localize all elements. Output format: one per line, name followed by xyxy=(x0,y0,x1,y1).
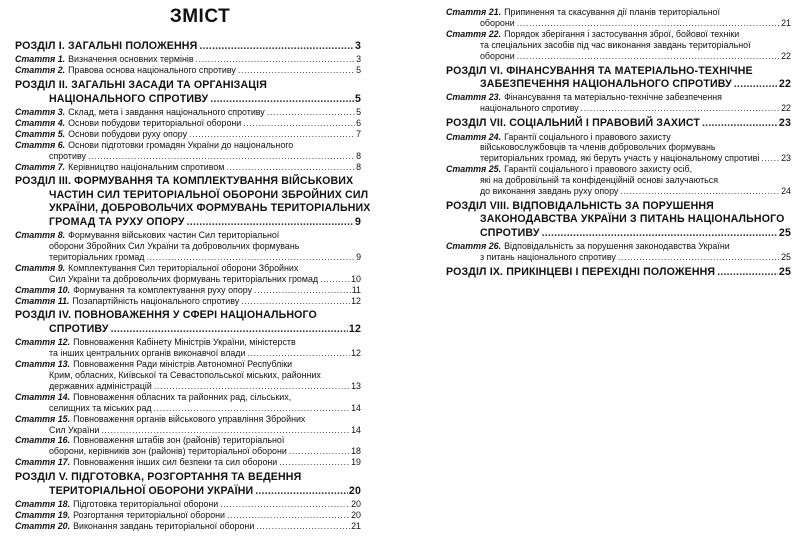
entry-title-text: оборони, керівників зон (районів) територіальної оборони xyxy=(49,446,287,457)
entry-title-text: Гарантії соціального і правового захисту осіб, xyxy=(504,164,693,175)
toc-entry-line xyxy=(446,78,791,91)
toc-entry-line xyxy=(446,40,791,51)
entry-title-text: СПРОТИВУ xyxy=(49,322,109,335)
entry-title-text: Позапартійність національного спротиву xyxy=(72,295,240,306)
article-label: Стаття 5. xyxy=(15,128,66,139)
article-label: Стаття 23. xyxy=(446,92,502,103)
page-number: 22 xyxy=(781,50,791,61)
article-label: Стаття 1. xyxy=(15,54,66,65)
toc-article-entry[interactable] xyxy=(15,65,361,76)
toc-article-entry[interactable] xyxy=(446,164,791,197)
toc-entry-line xyxy=(15,499,361,510)
entry-title-text: ЗАКОНОДАВСТВА УКРАЇНИ З ПИТАНЬ НАЦІОНАЛЬНОГО xyxy=(480,213,785,226)
toc-article-entry[interactable] xyxy=(15,54,361,65)
page-number: 25 xyxy=(778,226,791,239)
article-label: Стаття 11. xyxy=(15,295,70,306)
article-label: Стаття 22. xyxy=(446,28,502,39)
toc-section-entry[interactable] xyxy=(446,117,791,130)
entry-title-text: Виконання завдань територіальної оборони xyxy=(73,520,255,531)
toc-section-entry[interactable] xyxy=(15,40,361,53)
toc-entry-line xyxy=(15,285,361,296)
toc-entry-line xyxy=(15,252,361,263)
page-number: 5 xyxy=(354,92,361,105)
toc-entry-line xyxy=(15,296,361,307)
article-label: Стаття 3. xyxy=(15,107,66,118)
dot-leader xyxy=(247,348,350,359)
page-number: 12 xyxy=(351,348,361,359)
dot-leader xyxy=(761,153,780,164)
dot-leader xyxy=(154,403,351,414)
entry-title-text: оборони xyxy=(480,17,515,28)
entry-title-text: Основи побудови руху опору xyxy=(68,128,188,139)
entry-title-text: Основи побудови територіальної оборони xyxy=(68,117,242,128)
toc-entry-line xyxy=(446,65,791,78)
entry-title-text: Розгортання територіальної оборони xyxy=(73,509,225,520)
entry-title-text: територіальних громад, які беруть участь у національному спротиві xyxy=(480,153,760,164)
toc-entry-line xyxy=(15,471,361,484)
page-number: 3 xyxy=(354,40,361,52)
article-label: Стаття 20. xyxy=(15,520,71,531)
page-number: 20 xyxy=(348,484,361,497)
entry-title-text: Порядок зберігання і застосування зброї, бойової техніки xyxy=(504,28,740,39)
article-label: Стаття 12. xyxy=(15,337,71,348)
article-label: Стаття 24. xyxy=(446,131,502,142)
page-number: 12 xyxy=(348,322,361,335)
dot-leader xyxy=(111,323,348,336)
article-label: Стаття 16. xyxy=(15,435,71,446)
page-number: 6 xyxy=(356,117,361,128)
entry-title-text: Сил України xyxy=(49,424,100,435)
entry-title-text: Фінансування та матеріально-технічне забезпечення xyxy=(504,92,722,103)
entry-title-text: ТЕРИТОРІАЛЬНОЇ ОБОРОНИ УКРАЇНИ xyxy=(49,484,254,497)
toc-entry-line xyxy=(15,446,361,457)
toc-entry-line xyxy=(446,227,791,240)
page-number: 23 xyxy=(778,117,791,130)
article-label: Стаття 10. xyxy=(15,284,71,295)
entry-title-text: РОЗДІЛ IV. ПОВНОВАЖЕННЯ У СФЕРІ НАЦІОНАЛЬНОГО xyxy=(15,309,317,322)
toc-entry-line xyxy=(15,241,361,252)
toc-entry-line xyxy=(446,51,791,62)
toc-entry-line xyxy=(15,162,361,173)
article-label: Стаття 6. xyxy=(15,139,66,150)
toc-article-entry[interactable] xyxy=(15,435,361,457)
entry-title-text: РОЗДІЛ VI. ФІНАНСУВАННЯ ТА МАТЕРІАЛЬНО-ТЕХНІЧНЕ xyxy=(446,64,753,77)
toc-entry-line xyxy=(446,117,791,130)
entry-title-text: РОЗДІЛ ІІ. ЗАГАЛЬНІ ЗАСАДИ ТА ОРГАНІЗАЦІЯ xyxy=(15,79,268,92)
toc-entry-line xyxy=(15,79,361,92)
dot-leader xyxy=(542,227,778,240)
entry-title-text: Керівництво національним спротивом xyxy=(68,161,225,172)
toc-article-entry[interactable] xyxy=(15,457,361,468)
dot-leader xyxy=(255,485,348,498)
page-number: 9 xyxy=(354,215,361,228)
entry-title-text: національного спротиву xyxy=(480,103,579,114)
toc-entry-line xyxy=(15,323,361,336)
toc-article-entry[interactable] xyxy=(15,129,361,140)
toc-entry-line xyxy=(15,521,361,532)
dot-leader xyxy=(256,521,350,532)
toc-entry-line xyxy=(15,359,361,370)
entry-title-text: Комплектування Сил територіальної оборони Збройних xyxy=(68,262,299,273)
page-number: 7 xyxy=(356,128,361,139)
entry-title-text: ЗАБЕЗПЕЧЕННЯ НАЦІОНАЛЬНОГО СПРОТИВУ xyxy=(480,77,732,90)
dot-leader xyxy=(320,274,350,285)
dot-leader xyxy=(254,285,351,296)
entry-title-text: Крим, обласних, Київської та Севастопольської міських, районних xyxy=(49,369,321,380)
toc-entry-line xyxy=(446,29,791,40)
toc-article-entry[interactable] xyxy=(446,132,791,165)
dot-leader xyxy=(618,252,780,263)
dot-leader xyxy=(279,457,350,468)
toc-entry-line xyxy=(15,175,361,188)
toc-entry-line xyxy=(15,140,361,151)
toc-entry-line xyxy=(15,274,361,285)
toc-entry-line xyxy=(15,230,361,241)
article-label: Стаття 15. xyxy=(15,413,71,424)
article-label: Стаття 9. xyxy=(15,262,66,273)
toc-section-entry[interactable] xyxy=(15,175,371,229)
toc-article-entry[interactable] xyxy=(15,392,361,414)
toc-entry-line xyxy=(15,40,361,53)
entry-title-text: Визначення основних термінів xyxy=(68,54,194,65)
toc-section-entry[interactable] xyxy=(446,200,791,240)
entry-title-text: військовослужбовців та членів добровольчих формувань xyxy=(480,142,716,153)
entry-title-text: спротиву xyxy=(49,150,86,161)
toc-entry-line xyxy=(15,65,361,76)
entry-title-text: Повноваження органів військового управління Збройних xyxy=(73,413,306,424)
entry-title-text: РОЗДІЛ IX. ПРИКІНЦЕВІ І ПЕРЕХІДНІ ПОЛОЖЕННЯ xyxy=(446,266,716,279)
article-label: Стаття 19. xyxy=(15,509,71,520)
entry-title-text: Сил України та добровольчих формувань територіальних громад xyxy=(49,273,319,284)
entry-title-text: Склад, мета і завдання національного спротиву xyxy=(68,107,265,118)
page-number: 23 xyxy=(781,153,791,164)
entry-title-text: СПРОТИВУ xyxy=(480,226,540,239)
toc-entry-line xyxy=(15,381,361,392)
page-title: ЗМІСТ xyxy=(169,6,231,27)
entry-title-text: оборони xyxy=(480,50,515,61)
toc-entry-line xyxy=(15,348,361,359)
toc-article-entry[interactable] xyxy=(15,337,361,359)
page-number: 5 xyxy=(356,107,361,118)
toc-entry-line xyxy=(15,457,361,468)
entry-title-text: РОЗДІЛ V. ПІДГОТОВКА, РОЗГОРТАННЯ ТА ВЕДЕННЯ xyxy=(15,471,302,484)
toc-article-entry[interactable] xyxy=(446,92,791,114)
article-label: Стаття 26. xyxy=(446,241,502,252)
toc-entry-line xyxy=(15,510,361,521)
toc-article-entry[interactable] xyxy=(15,118,361,129)
page-number: 14 xyxy=(351,424,361,435)
toc-article-entry[interactable] xyxy=(15,499,361,510)
dot-leader xyxy=(702,117,778,130)
dot-leader xyxy=(187,216,354,229)
entry-title-text: та спеціальних засобів під час виконання завдань територіальної xyxy=(480,39,751,50)
toc-entry-line xyxy=(15,216,361,229)
dot-leader xyxy=(226,162,355,173)
dot-leader xyxy=(199,40,354,53)
page-number: 20 xyxy=(351,498,361,509)
entry-title-text: Припинення та скасування дії планів територіальної xyxy=(504,7,721,17)
page-number: 11 xyxy=(351,284,361,295)
entry-title-text: Підготовка територіальної оборони xyxy=(73,498,219,509)
entry-title-text: які на добровільній та конфіденційній основі залучаються xyxy=(480,175,719,186)
toc-article-entry[interactable] xyxy=(446,241,791,263)
toc-entry-line xyxy=(446,213,791,226)
toc-entry-line xyxy=(446,164,791,175)
toc-article-entry[interactable] xyxy=(446,29,791,62)
page-number: 8 xyxy=(356,161,361,172)
entry-title-text: Правова основа національного спротиву xyxy=(68,65,236,76)
dot-leader xyxy=(717,266,778,279)
toc-article-entry[interactable] xyxy=(15,521,361,532)
page-number: 8 xyxy=(356,150,361,161)
dot-leader xyxy=(734,78,778,91)
toc-entry-line xyxy=(446,266,791,279)
page-number: 9 xyxy=(356,251,361,262)
entry-title-text: Гарантії соціального і правового захисту xyxy=(504,131,671,142)
article-label: Стаття 4. xyxy=(15,117,66,128)
entry-title-text: Основи підготовки громадян України до національного xyxy=(68,139,294,150)
dot-leader xyxy=(146,252,355,263)
page-number: 20 xyxy=(351,509,361,520)
toc-entry-line xyxy=(446,132,791,143)
dot-leader xyxy=(620,186,780,197)
toc-entry-line xyxy=(446,18,791,29)
dot-leader xyxy=(88,151,355,162)
dot-leader xyxy=(154,381,350,392)
toc-entry-line xyxy=(15,202,371,215)
dot-leader xyxy=(289,446,350,457)
toc-article-entry[interactable] xyxy=(15,510,361,521)
toc-entry-line xyxy=(15,414,361,425)
toc-section-entry[interactable] xyxy=(15,471,361,498)
entry-title-text: УКРАЇНИ, ДОБРОВОЛЬЧИХ ФОРМУВАНЬ ТЕРИТОРІАЛЬНИХ xyxy=(49,202,371,215)
entry-title-text: селищних та міських рад xyxy=(49,402,152,413)
toc-entry-line xyxy=(446,186,791,197)
dot-leader xyxy=(210,93,354,106)
toc-article-entry[interactable] xyxy=(15,263,361,285)
toc-entry-line xyxy=(446,103,791,114)
toc-entry-line xyxy=(15,188,369,202)
dot-leader xyxy=(517,51,780,62)
article-label: Стаття 2. xyxy=(15,65,66,76)
toc-article-entry[interactable] xyxy=(15,285,361,296)
toc-entry-line xyxy=(15,403,361,414)
toc-entry-line xyxy=(446,241,791,252)
entry-title-text: оборони Збройних Сил України та добровольчих формувань xyxy=(49,241,300,251)
toc-article-entry[interactable] xyxy=(15,140,361,162)
entry-title-text: Повноваження Кабінету Міністрів України, міністерств xyxy=(73,337,296,348)
toc-article-entry[interactable] xyxy=(15,107,361,118)
toc-entry-line xyxy=(15,337,361,348)
page-number: 22 xyxy=(778,77,791,90)
toc-entry-line xyxy=(15,151,361,162)
toc-entry-line xyxy=(15,107,361,118)
toc-entry-line xyxy=(15,370,361,381)
toc-section-entry[interactable] xyxy=(446,266,791,279)
entry-title-text: Формування військових частин Сил територіальної xyxy=(68,230,280,241)
entry-title-text: ЧАСТИН СИЛ ТЕРИТОРІАЛЬНОЇ ОБОРОНИ ЗБРОЙНИХ СИЛ xyxy=(49,188,369,201)
entry-title-text: Повноваження Ради міністрів Автономної Республіки xyxy=(73,359,293,370)
article-label: Стаття 13. xyxy=(15,359,71,370)
toc-entry-line xyxy=(446,7,791,18)
entry-title-text: Повноваження штабів зон (районів) територіальної xyxy=(73,435,285,446)
toc-entry-line xyxy=(446,175,791,186)
article-label: Стаття 25. xyxy=(446,164,502,175)
entry-title-text: до виконання завдань руху опору xyxy=(480,186,619,197)
dot-leader xyxy=(196,54,356,65)
toc-entry-line xyxy=(15,129,361,140)
page-number: 25 xyxy=(781,252,791,263)
entry-title-text: та інших центральних органів виконавчої влади xyxy=(49,348,246,359)
toc-entry-line xyxy=(15,485,361,498)
toc-section-entry[interactable] xyxy=(15,309,361,336)
article-label: Стаття 17. xyxy=(15,457,71,468)
article-label: Стаття 7. xyxy=(15,161,66,172)
page-number: 21 xyxy=(351,520,361,531)
entry-title-text: Повноваження обласних та районних рад, сільських, xyxy=(73,391,292,402)
dot-leader xyxy=(517,18,780,29)
page-number: 12 xyxy=(351,295,361,306)
entry-title-text: РОЗДІЛ І. ЗАГАЛЬНІ ПОЛОЖЕННЯ xyxy=(15,40,198,52)
entry-title-text: державних адміністрацій xyxy=(49,380,152,391)
entry-title-text: ГРОМАД ТА РУХУ ОПОРУ xyxy=(49,215,185,228)
entry-title-text: РОЗДІЛ ІІІ. ФОРМУВАННЯ ТА КОМПЛЕКТУВАННЯ ВІЙСЬКОВИХ xyxy=(15,175,354,188)
article-label: Стаття 8. xyxy=(15,230,66,241)
toc-entry-line xyxy=(446,142,791,153)
toc-left-column xyxy=(15,37,371,532)
toc-article-entry[interactable] xyxy=(446,7,791,29)
page-number: 22 xyxy=(781,103,791,114)
dot-leader xyxy=(241,296,350,307)
toc-article-entry[interactable] xyxy=(15,162,361,173)
entry-title-text: НАЦІОНАЛЬНОГО СПРОТИВУ xyxy=(49,92,209,105)
toc-entry-line xyxy=(15,93,361,106)
toc-entry-line xyxy=(15,309,361,322)
toc-section-entry[interactable] xyxy=(446,65,791,92)
dot-leader xyxy=(581,103,780,114)
dot-leader xyxy=(227,510,350,521)
article-label: Стаття 18. xyxy=(15,498,71,509)
page-number: 18 xyxy=(351,446,361,457)
dot-leader xyxy=(267,107,355,118)
dot-leader xyxy=(220,499,350,510)
toc-article-entry[interactable] xyxy=(15,414,361,436)
toc-right-column xyxy=(446,7,791,280)
entry-title-text: РОЗДІЛ VIII. ВІДПОВІДАЛЬНІСТЬ ЗА ПОРУШЕННЯ xyxy=(446,200,714,212)
toc-entry-line xyxy=(446,252,791,263)
toc-entry-line xyxy=(15,118,361,129)
toc-article-entry[interactable] xyxy=(15,359,361,392)
dot-leader xyxy=(189,129,355,140)
page-number: 5 xyxy=(356,65,361,76)
page-number: 21 xyxy=(781,17,791,28)
toc-article-entry[interactable] xyxy=(15,296,361,307)
toc-entry-line xyxy=(15,425,361,436)
page-number: 13 xyxy=(351,380,361,391)
entry-title-text: Формування та комплектування руху опору xyxy=(73,284,253,295)
dot-leader xyxy=(101,425,350,436)
entry-title-text: Повноваження інших сил безпеки та сил оборони xyxy=(73,457,278,468)
toc-entry-line xyxy=(446,153,791,164)
entry-title-text: з питань національного спротиву xyxy=(480,252,616,263)
entry-title-text: Відповідальність за порушення законодавства України xyxy=(504,241,730,252)
toc-entry-line xyxy=(446,92,791,103)
toc-article-entry[interactable] xyxy=(15,230,361,263)
page-number: 25 xyxy=(778,266,791,279)
toc-entry-line xyxy=(446,200,791,213)
entry-title-text: РОЗДІЛ VII. СОЦІАЛЬНИЙ І ПРАВОВИЙ ЗАХИСТ xyxy=(446,117,701,130)
toc-entry-line xyxy=(15,392,361,403)
dot-leader xyxy=(243,118,355,129)
page-number: 24 xyxy=(781,186,791,197)
article-label: Стаття 14. xyxy=(15,391,71,402)
page-number: 19 xyxy=(351,457,361,468)
toc-section-entry[interactable] xyxy=(15,79,361,106)
toc-entry-line xyxy=(15,435,361,446)
page-number: 14 xyxy=(351,402,361,413)
article-label: Стаття 21. xyxy=(446,7,502,17)
page-number: 3 xyxy=(356,54,361,65)
dot-leader xyxy=(238,65,355,76)
entry-title-text: територіальних громад xyxy=(49,251,145,262)
toc-entry-line xyxy=(15,54,361,65)
page-number: 10 xyxy=(351,273,361,284)
toc-entry-line xyxy=(15,263,361,274)
